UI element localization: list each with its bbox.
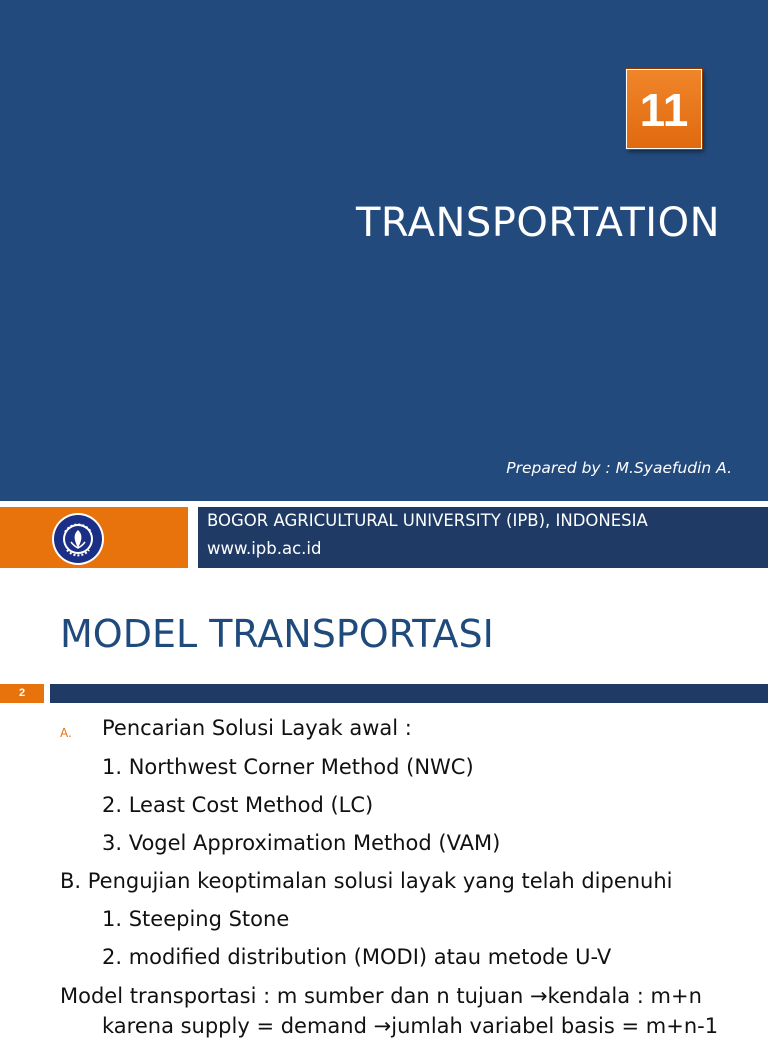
list-item: 2. modified distribution (MODI) atau metode U-V: [102, 945, 612, 969]
university-name: BOGOR AGRICULTURAL UNIVERSITY (IPB), INDONESIA: [207, 511, 648, 530]
cutoff-line-suffix: jumlah variabel basis = m+n-1: [391, 1014, 719, 1038]
cutoff-line: [102, 1014, 718, 1038]
list-item: 3. Vogel Approximation Method (VAM): [102, 831, 501, 855]
model-line-prefix: Model transportasi : m sumber dan n tujuan: [60, 984, 530, 1008]
list-a-heading: Pencarian Solusi Layak awal :: [102, 716, 412, 740]
right-arrow-icon: →: [373, 1014, 392, 1038]
content-slide-title: MODEL TRANSPORTASI: [60, 612, 494, 656]
author-credit: Prepared by : M.Syaefudin A.: [506, 459, 732, 477]
title-underline-bar: [50, 684, 768, 703]
university-website: www.ipb.ac.id: [207, 539, 322, 558]
right-arrow-icon: →: [529, 984, 548, 1008]
model-line-suffix: kendala : m+n: [547, 984, 702, 1008]
cutoff-line-prefix: karena supply = demand: [102, 1014, 374, 1038]
list-item: 1. Steeping Stone: [102, 907, 290, 931]
list-item: 1. Northwest Corner Method (NWC): [102, 755, 474, 779]
slide-title: TRANSPORTATION: [356, 200, 720, 246]
university-seal-icon: [51, 512, 105, 566]
model-description-line: [60, 984, 702, 1008]
list-b-heading: B. Pengujian keoptimalan solusi layak yang telah dipenuhi: [60, 869, 673, 893]
list-item: 2. Least Cost Method (LC): [102, 793, 374, 817]
list-marker: A.: [60, 726, 72, 740]
page-number: 2: [0, 684, 44, 703]
chapter-number-badge: 11: [626, 69, 702, 149]
